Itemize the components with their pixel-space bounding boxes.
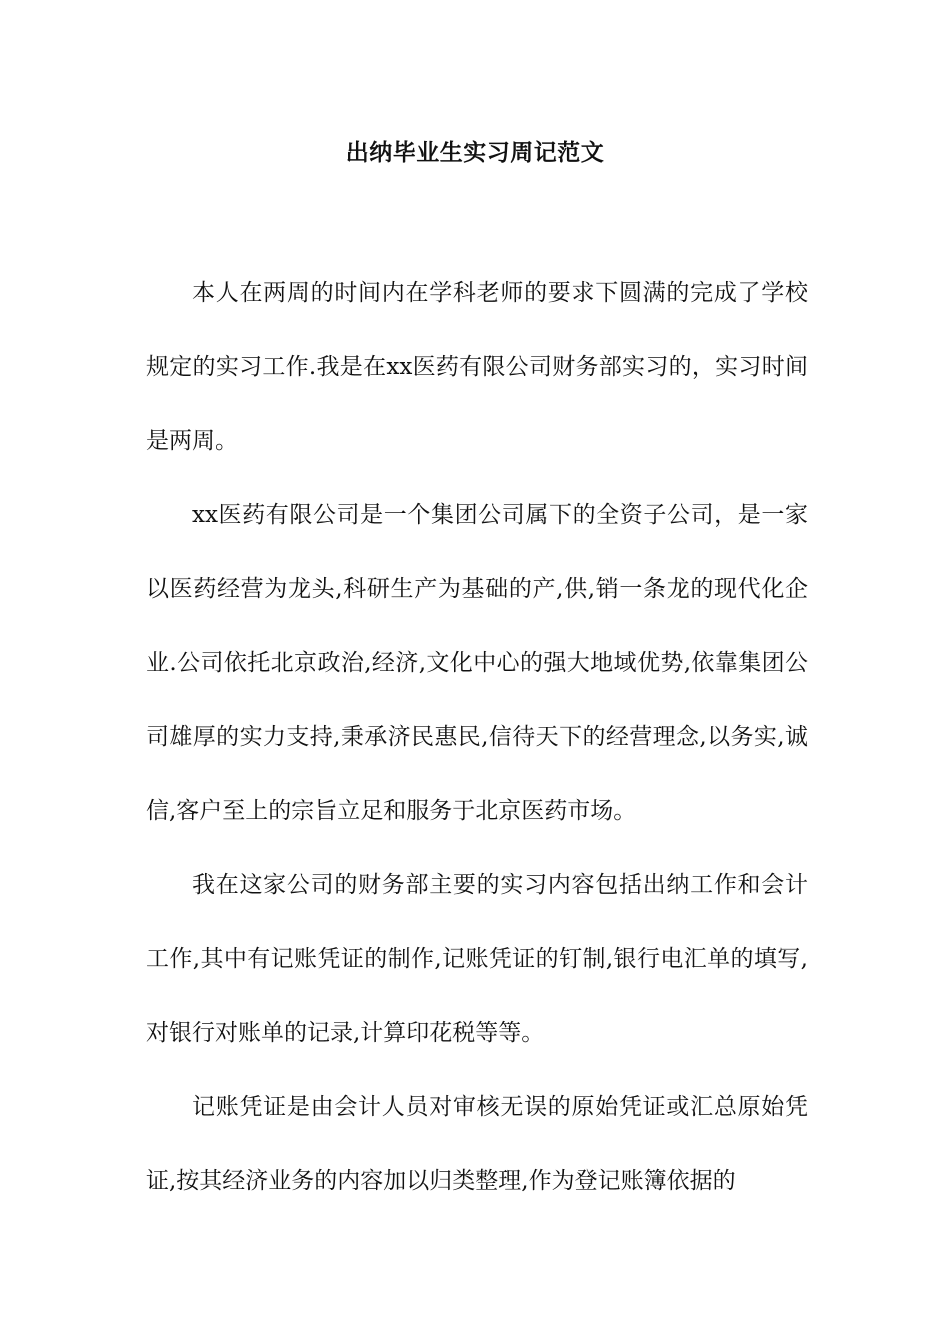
paragraph-4: 记账凭证是由会计人员对审核无误的原始凭证或汇总原始凭证,按其经济业务的内容加以归类整理,作为登记账簿依据的 xyxy=(146,1094,808,1194)
paragraph-1: 本人在两周的时间内在学科老师的要求下圆满的完成了学校规定的实习工作.我是在xx医药有限公司财务部实习的，实习时间是两周。 xyxy=(146,280,808,454)
paragraph-3: 我在这家公司的财务部主要的实习内容包括出纳工作和会计工作,其中有记账凭证的制作,记账凭证的钉制,银行电汇单的填写,对银行对账单的记录,计算印花税等等。 xyxy=(146,872,808,1046)
document-title: 出纳毕业生实习周记范文 xyxy=(345,140,605,166)
paragraph-2: xx医药有限公司是一个集团公司属下的全资子公司，是一家以医药经营为龙头,科研生产为基础的产,供,销一条龙的现代化企业.公司依托北京政治,经济,文化中心的强大地域优势,依靠集团公司雄厚的实力支持,秉承济民惠民,信待天下的经营理念,以务实,诚信,客户至上的宗旨立足和服务于北京医药市场。 xyxy=(146,502,808,824)
document-body xyxy=(146,256,808,1218)
